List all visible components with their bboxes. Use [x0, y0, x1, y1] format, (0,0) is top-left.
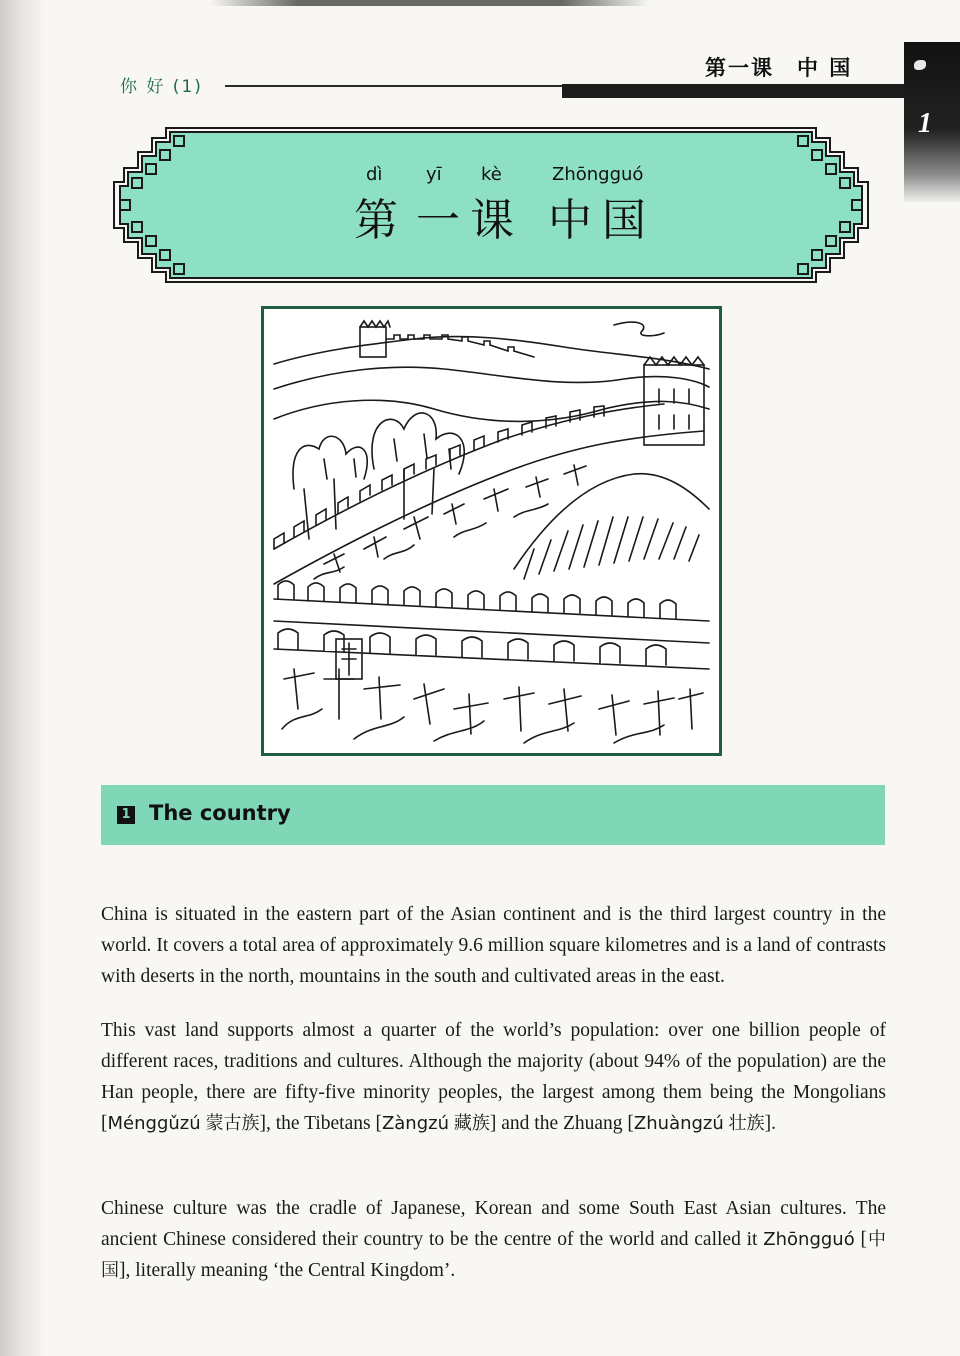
title-char-zhong: 中	[548, 195, 592, 246]
title-char-ke: 课	[470, 195, 514, 246]
page-gutter-shadow	[0, 0, 46, 1356]
great-wall-illustration	[261, 306, 722, 756]
pinyin-yi: yī	[426, 164, 442, 185]
p3-text-b: [	[854, 1228, 868, 1250]
p2-pinyin-zang: Zàngzú	[381, 1112, 449, 1134]
running-header-lesson-title: 第一课 中 国	[705, 56, 853, 80]
title-char-guo: 国	[602, 195, 646, 246]
title-char-yi: 一	[416, 195, 460, 246]
section-number-badge: 1	[117, 806, 135, 824]
chapter-number: 1	[918, 108, 932, 139]
paragraph-population	[101, 1015, 886, 1139]
p2-text-c: ] and the Zhuang [	[489, 1112, 634, 1134]
p2-pinyin-menggu: Ménggǔzú	[107, 1112, 201, 1134]
tab-mark-icon	[914, 60, 926, 70]
p2-text-b: ], the Tibetans [	[259, 1112, 382, 1134]
p3-pinyin-zhongguo: Zhōngguó	[763, 1228, 855, 1250]
paragraph-geography: China is situated in the eastern part of the Asian continent and is the third largest country in the world. It covers a total area of approximately 9.6 million square kilometres and is a land of contrasts with deserts in the north, mountains in the south and cultivated areas in the east.	[101, 903, 886, 987]
chapter-thumb-tab	[904, 42, 960, 202]
p2-pinyin-zhuang: Zhuàngzú	[633, 1112, 724, 1134]
title-char-di: 第	[354, 195, 398, 246]
p3-text-a: Chinese culture was the cradle of Japanese, Korean and some South East Asian cultures. The ancient Chinese considered their country to be the centre of the world and called it	[101, 1197, 886, 1250]
p2-hanzi-menggu: 蒙古族	[205, 1112, 260, 1134]
p2-hanzi-zang: 藏族	[453, 1112, 490, 1134]
header-rule-thin	[225, 85, 565, 87]
pinyin-di: dì	[366, 164, 383, 185]
pinyin-ke: kè	[481, 164, 502, 185]
p2-hanzi-zhuang: 壮族	[728, 1112, 765, 1134]
great-wall-drawing	[264, 309, 719, 753]
p2-text-d: ].	[764, 1112, 777, 1134]
paragraph-culture	[101, 1193, 886, 1286]
running-header-book-title: 你 好 (1)	[120, 77, 203, 97]
section-heading-bar	[101, 785, 885, 845]
section-title: The country	[149, 801, 291, 825]
lesson-title-banner	[110, 126, 872, 284]
top-edge-strip	[210, 0, 650, 6]
pinyin-zhongguo: Zhōngguó	[552, 164, 644, 185]
p3-text-c: ], literally meaning ‘the Central Kingdom’.	[119, 1259, 456, 1281]
p3-hanzi-zhongguo: 中国	[101, 1228, 887, 1281]
p2-text-a: This vast land supports almost a quarter of the world’s population: over one billion people of different races, traditions and cultures. Although the majority (about 94% of the population) are the Han people, there are fifty-five minority peoples, the largest among them being the Mongolians [	[101, 1019, 886, 1134]
header-rule-thick	[562, 84, 904, 98]
